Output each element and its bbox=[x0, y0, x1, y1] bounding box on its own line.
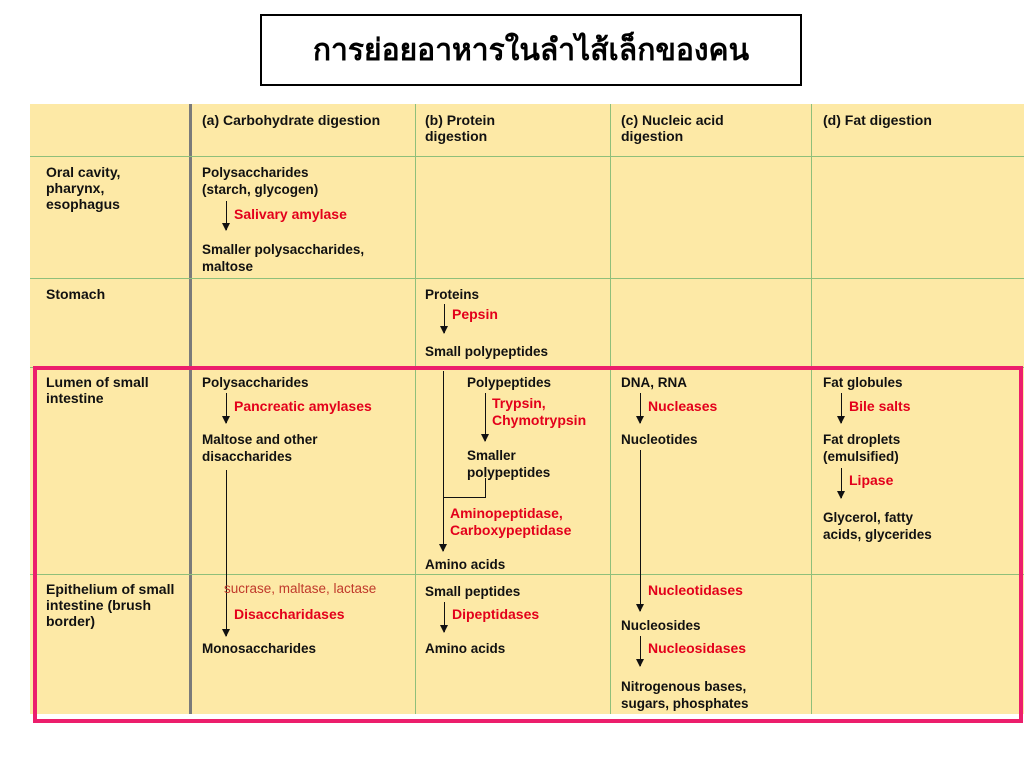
header-protein: (b) Protein digestion bbox=[425, 112, 495, 144]
down-arrow-icon bbox=[444, 304, 445, 333]
enzyme-dipeptidases: Dipeptidases bbox=[452, 606, 540, 622]
row-divider bbox=[30, 278, 1024, 279]
lumen-carb-end: Maltose and other bbox=[202, 432, 318, 447]
oral-carb-end: Smaller polysaccharides, bbox=[202, 242, 365, 257]
epithelium-nucleic-end: Nitrogenous bases, bbox=[621, 679, 747, 694]
enzyme-nucleotidases: Nucleotidases bbox=[648, 582, 743, 598]
epithelium-protein-end: Amino acids bbox=[425, 641, 506, 656]
header-nucleic-acid: (c) Nucleic acid digestion bbox=[621, 112, 724, 144]
lumen-carb-end-detail: disaccharides bbox=[202, 449, 293, 464]
small-intestine-highlight-box bbox=[33, 366, 1023, 723]
header-carbohydrate: (a) Carbohydrate digestion bbox=[202, 112, 381, 128]
lumen-protein-end: Amino acids bbox=[425, 557, 506, 572]
header-fat: (d) Fat digestion bbox=[823, 112, 932, 128]
enzyme-aminopeptidase: Aminopeptidase, bbox=[450, 505, 563, 521]
enzyme-pepsin: Pepsin bbox=[452, 306, 498, 322]
oral-carb-end-detail: maltose bbox=[202, 259, 254, 274]
enzyme-carboxypeptidase: Carboxypeptidase bbox=[450, 522, 572, 538]
lumen-nucleic-end: Nucleotides bbox=[621, 432, 698, 447]
lumen-protein-start: Polypeptides bbox=[467, 375, 552, 390]
stomach-protein-start: Proteins bbox=[425, 287, 480, 302]
epithelium-nucleic-mid: Nucleosides bbox=[621, 618, 701, 633]
row-label-oral: Oral cavity, pharynx, esophagus bbox=[46, 164, 121, 212]
lumen-fat-end: Glycerol, fatty bbox=[823, 510, 914, 525]
enzyme-disaccharidases: Disaccharidases bbox=[234, 606, 345, 622]
enzyme-nucleases: Nucleases bbox=[648, 398, 718, 414]
enzyme-lipase: Lipase bbox=[849, 472, 894, 488]
epithelium-carb-end: Monosaccharides bbox=[202, 641, 317, 656]
header-divider bbox=[30, 156, 1024, 157]
lumen-fat-start: Fat globules bbox=[823, 375, 903, 390]
enzyme-trypsin: Trypsin, bbox=[492, 395, 546, 411]
lumen-carb-start: Polysaccharides bbox=[202, 375, 309, 390]
lumen-protein-mid: Smaller bbox=[467, 448, 516, 463]
row-label-epithelium: Epithelium of small intestine (brush border) bbox=[46, 581, 175, 629]
lumen-fat-mid-detail: (emulsified) bbox=[823, 449, 899, 464]
enzyme-nucleosidases: Nucleosidases bbox=[648, 640, 747, 656]
epithelium-nucleic-end-detail: sugars, phosphates bbox=[621, 696, 749, 711]
enzyme-salivary-amylase: Salivary amylase bbox=[234, 206, 347, 222]
lumen-nucleic-start: DNA, RNA bbox=[621, 375, 687, 390]
row-label-lumen: Lumen of small intestine bbox=[46, 374, 149, 406]
disaccharidase-examples-note: sucrase, maltase, lactase bbox=[224, 581, 377, 596]
page-title: การย่อยอาหารในลำไส้เล็กของคน bbox=[260, 14, 802, 86]
stomach-protein-end: Small polypeptides bbox=[425, 344, 549, 359]
row-label-stomach: Stomach bbox=[46, 286, 106, 302]
lumen-protein-mid-detail: polypeptides bbox=[467, 465, 551, 480]
down-arrow-icon bbox=[226, 201, 227, 230]
enzyme-bile-salts: Bile salts bbox=[849, 398, 911, 414]
epithelium-protein-start: Small peptides bbox=[425, 584, 521, 599]
oral-carb-start: Polysaccharides bbox=[202, 165, 309, 180]
lumen-fat-mid: Fat droplets bbox=[823, 432, 901, 447]
enzyme-pancreatic-amylases: Pancreatic amylases bbox=[234, 398, 372, 414]
oral-carb-start-detail: (starch, glycogen) bbox=[202, 182, 319, 197]
lumen-fat-end-detail: acids, glycerides bbox=[823, 527, 932, 542]
enzyme-chymotrypsin: Chymotrypsin bbox=[492, 412, 587, 428]
